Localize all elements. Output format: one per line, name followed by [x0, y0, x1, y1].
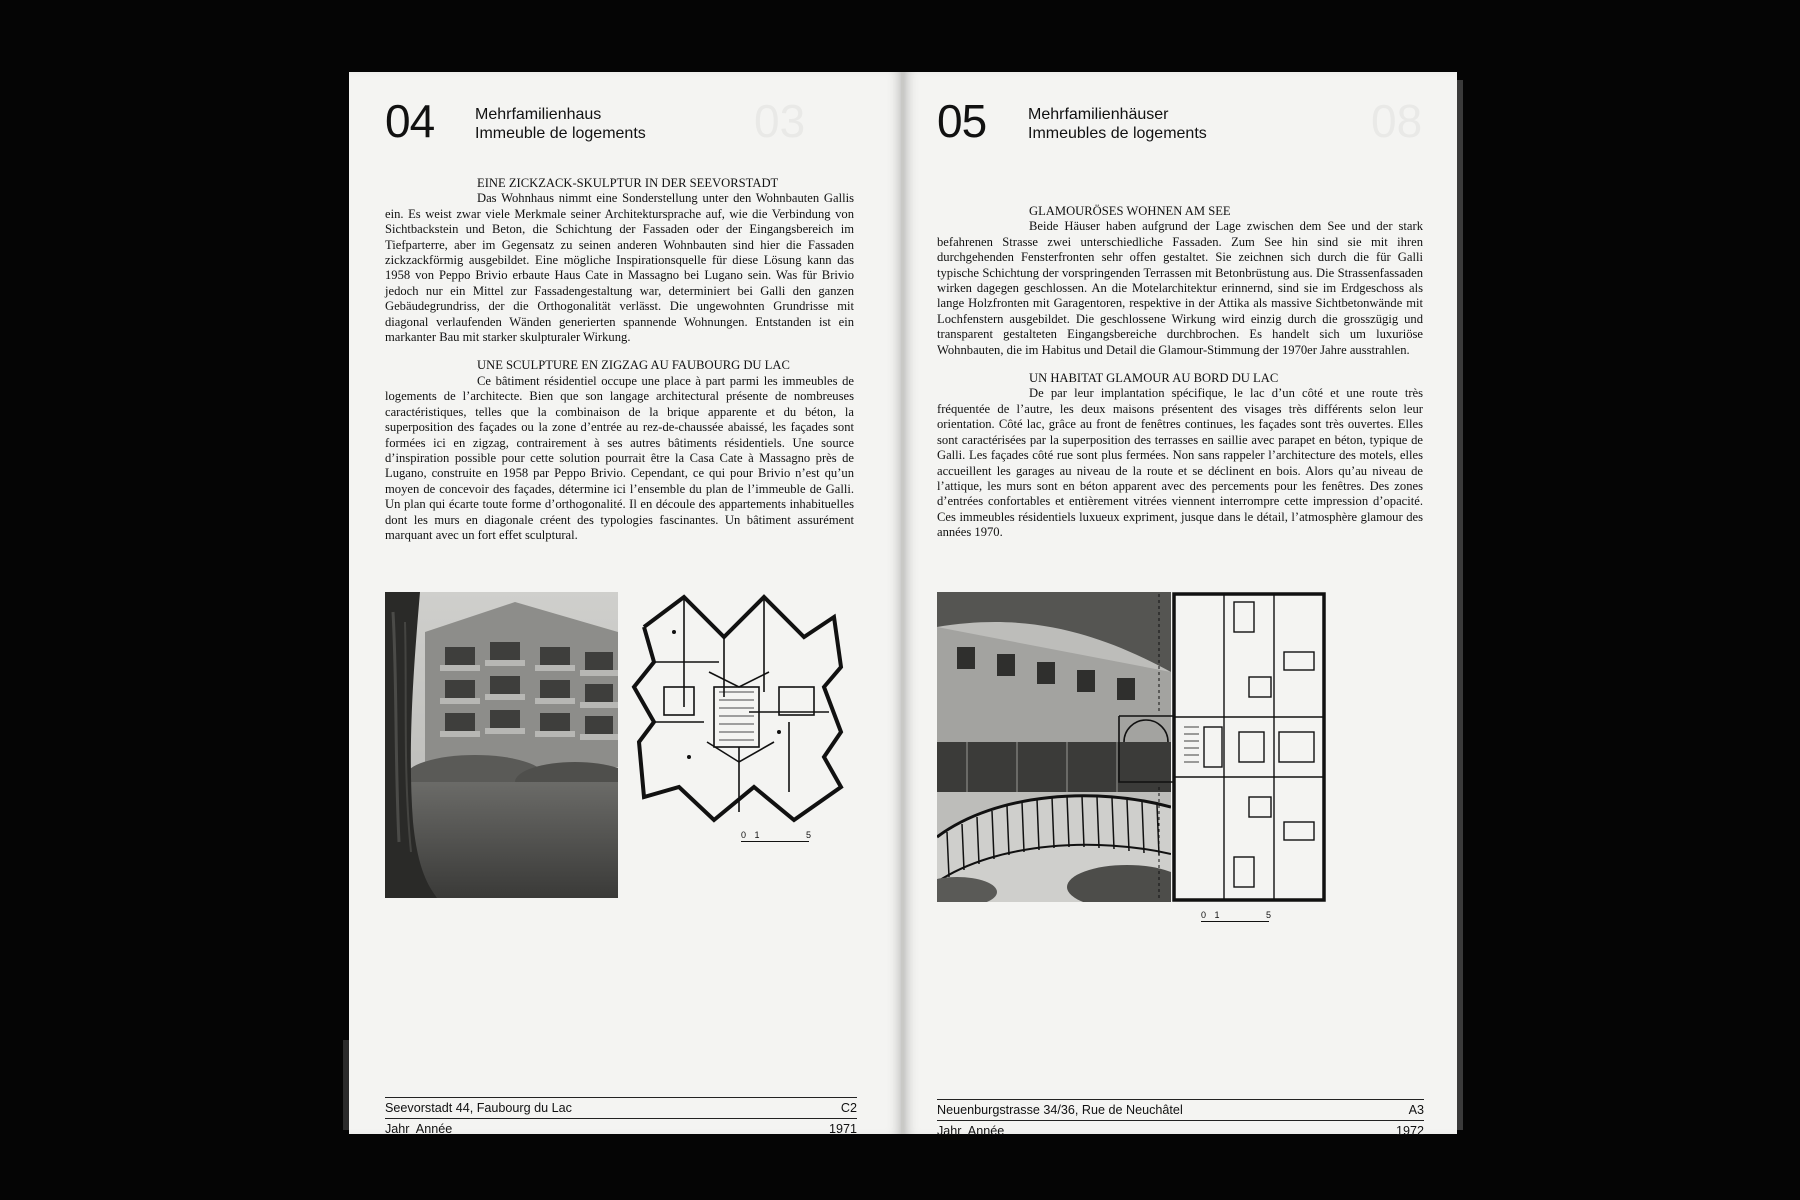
section-text-fr: De par leur implantation spécifique, le lac d’un côté et une route très fréquentée de l’autre, les deux maisons présentent des visages très différents selon leur orientation. Côté lac, grâce au front de fenêtres continues, les façades sont très ouvertes. Elles sont caractérisées par la superposition des terrasses en saillie avec parapet en béton, typique de Galli. Les façades côté rue sont plus fermées. Non sans rappeler l’architecture des motels, elles accueillent les garages au niveau de la route et se déclinent en bois. Alors qu’au niveau de l’attique, les murs sont en béton apparent avec des percements pour les fenêtres. Des zones d’entrées confortables et entièrement vitrées viennent interrompre cette impression d’opacité. Ces immeubles résidentiels luxueux expriment, jusque dans le détail, l’atmosphère glamour des années 1970.	[937, 386, 1423, 540]
section-de	[937, 204, 1423, 358]
section-text-de: Beide Häuser haben aufgrund der Lage zwischen dem See und der stark befahrenen Strasse zwei unterschiedliche Fassaden. Zum See hin sind sie mit ihren durchgehenden Fensterfronten sehr offen gestaltet. Sie zeichnen sich durch die für Galli typische Schichtung der vorspringenden Terrassen mit Betonbrüstung aus. Die Strassenfassaden wirken dagegen geschlossen. An die Motelarchitektur erinnernd, sind sie im Erdgeschoss als lange Holzfronten mit Garagentoren, respektive in der Attika als massive Sichtbetonwände mit Lochfenstern ausgebildet. Die geschlossene Wirkung wird einzig durch die grosszügig und transparent gestalteten Eingangsbereiche durchbrochen. Es handelt sich um luxuriöse Wohnbauten, die im Habitus und Detail die Glamour-Stimmung der 1970er Jahre ausstrahlen.	[937, 219, 1423, 357]
footer-address-row	[385, 1099, 857, 1117]
map-grid-ref: C2	[840, 1101, 857, 1115]
address: Neuenburgstrasse 34/36, Rue de Neuchâtel	[937, 1103, 1183, 1117]
year-value: 1972	[1395, 1124, 1424, 1138]
title-fr: Immeuble de logements	[475, 125, 646, 142]
entry-number: 04	[385, 95, 435, 147]
year-value: 1971	[828, 1122, 857, 1136]
footer-rule-bottom	[385, 1118, 857, 1119]
floor-plan	[629, 592, 851, 824]
year-label: Jahr Année	[385, 1122, 453, 1136]
footer-year-row	[385, 1120, 857, 1138]
scale-label-0: 0	[1201, 910, 1207, 920]
entry-title	[475, 105, 646, 143]
footer-year-row	[937, 1122, 1424, 1140]
footer-rule-top	[385, 1097, 857, 1098]
scale-bar	[741, 830, 811, 842]
section-heading-fr: UN HABITAT GLAMOUR AU BORD DU LAC	[1029, 371, 1279, 386]
section-fr	[937, 371, 1423, 540]
show-through-number: 08	[1371, 95, 1423, 147]
right-page	[904, 72, 1457, 1138]
section-de	[385, 176, 854, 345]
scale-label-1: 1	[754, 830, 760, 840]
footer-rule-top	[937, 1099, 1424, 1100]
footer-rule-bottom	[937, 1120, 1424, 1121]
section-heading-de: EINE ZICKZACK-SKULPTUR IN DER SEEVORSTADT	[477, 176, 779, 190]
entry-title	[1028, 105, 1207, 143]
entry-number: 05	[937, 95, 987, 147]
book-edge-right	[1457, 80, 1463, 1130]
year-label: Jahr Année	[937, 1124, 1005, 1138]
section-heading-de: GLAMOURÖSES WOHNEN AM SEE	[1029, 204, 1231, 218]
section-fr	[385, 358, 854, 543]
scale-label-5: 5	[805, 830, 811, 840]
scale-bar	[1201, 910, 1271, 922]
show-through-number: 03	[754, 95, 806, 147]
scale-label-0: 0	[741, 830, 747, 840]
title-de: Mehrfamilienhaus	[475, 106, 602, 123]
section-heading-fr: UNE SCULPTURE EN ZIGZAG AU FAUBOURG DU LAC	[477, 358, 790, 373]
footer-address-row	[937, 1101, 1424, 1119]
title-fr: Immeubles de logements	[1028, 125, 1207, 142]
text-body	[385, 176, 854, 556]
floor-plan	[1039, 592, 1327, 904]
title-de: Mehrfamilienhäuser	[1028, 106, 1169, 123]
scale-label-1: 1	[1214, 910, 1220, 920]
text-body	[937, 204, 1423, 554]
section-text-de: Das Wohnhaus nimmt eine Sonderstellung unter den Wohnbauten Gallis ein. Es weist zwar viele Merkmale seiner Architektursprache auf, wie die Verbindung von Sichtbackstein und Beton, die Schichtung der Fassaden oder der Eingangsbereich im Tiefparterre, aber im Gegensatz zu seinen anderen Wohnbauten sind hier die Fassaden zickzackförmig ausgebildet. Eine mögliche Inspirationsquelle für diese Lösung kann das 1958 von Peppo Brivio erbaute Haus Cate in Massagno bei Lugano sein. Was für Brivio jedoch nur ein Mittel zur Fassadengestaltung war, determiniert bei Galli den ganzen Gebäudegrundriss, der die Orthogonalität verlässt. Die ungewohnten Grundrisse mit diagonal verlaufenden Wänden generierten spannende Wohnungen. Entstanden ist ein markanter Bau mit starker skulpturaler Wirkung.	[385, 191, 854, 345]
map-grid-ref: A3	[1408, 1103, 1424, 1117]
section-text-fr: Ce bâtiment résidentiel occupe une place à part parmi les immeubles de logements de l’architecte. Bien que son langage architectural présente de nombreuses caractéristiques, telles que la combinaison de la brique apparente et du béton, la superposition des façades ou la zone d’entrée au rez-de-chaussée abaissé, les façades sont formées ici en zigzag, contrairement à ses autres bâtiments résidentiels. Une source d’inspiration possible pour cette solution pourrait être la Casa Cate à Massagno près de Lugano, construite en 1958 par Peppo Brivio. Cependant, ce qui pour Brivio n’est qu’un moyen de concevoir des façades, détermine ici l’ensemble du plan de l’immeuble de Galli. Un plan qui écarte toute forme d’orthogonalité. Il en découle des appartements inhabituelles dont les murs en diagonale créent des typologies fascinantes. Un bâtiment assurément marquant avec un fort effet sculptural.	[385, 373, 854, 542]
building-photo	[385, 592, 618, 898]
left-page	[349, 72, 902, 1134]
scale-label-5: 5	[1265, 910, 1271, 920]
address: Seevorstadt 44, Faubourg du Lac	[385, 1101, 572, 1115]
